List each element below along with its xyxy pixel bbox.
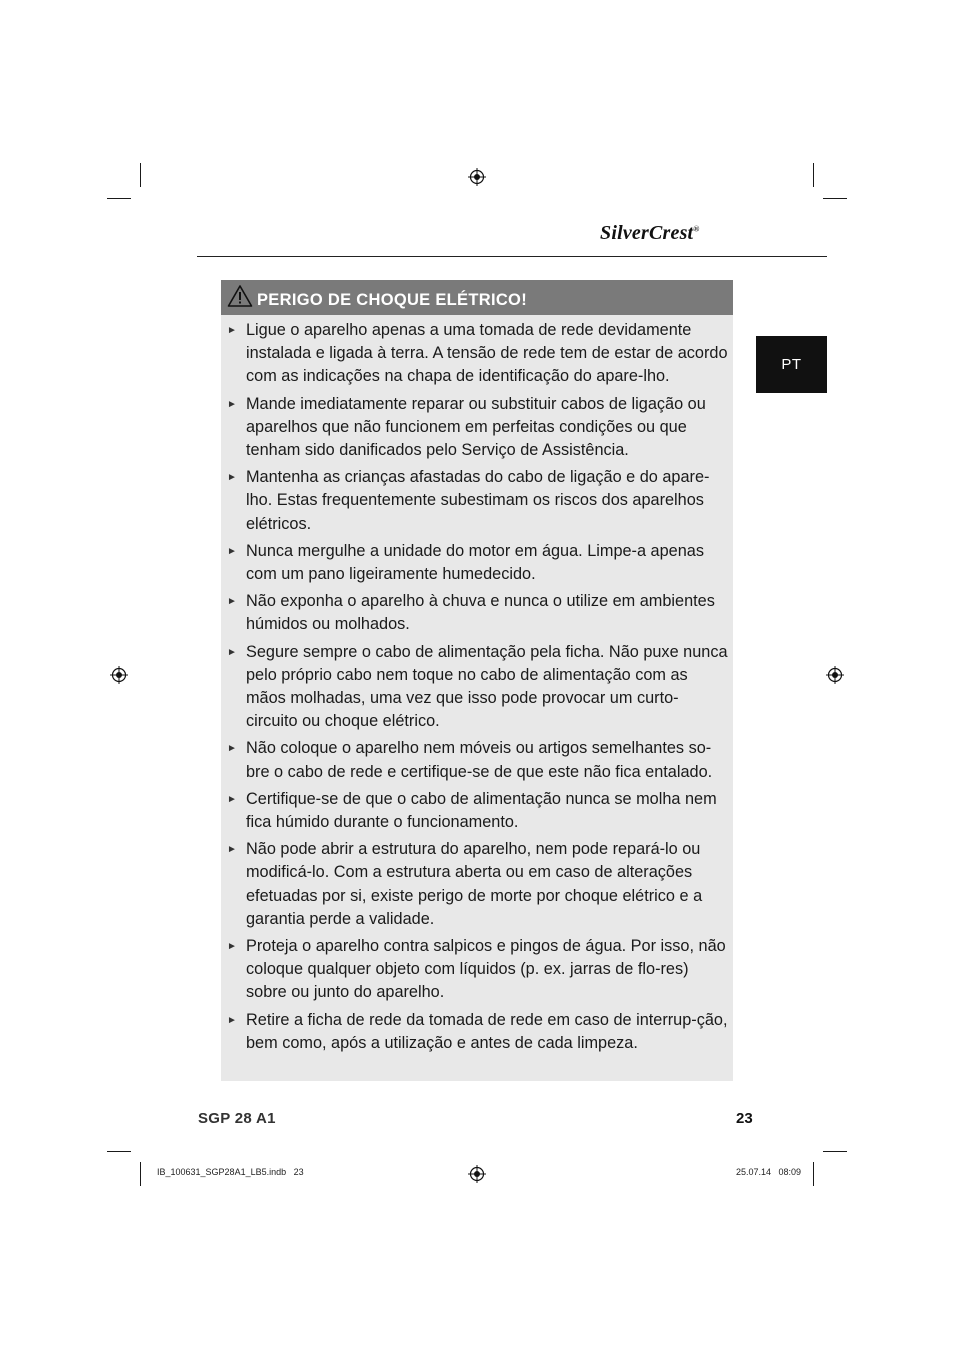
crop-mark: [813, 163, 814, 187]
list-item-text: Mantenha as crianças afastadas do cabo de ligação e do apare-lho. Estas frequentemente subestimam os riscos dos aparelhos elétricos.: [246, 468, 710, 533]
warning-box: [221, 280, 733, 1081]
list-item: [221, 788, 733, 834]
list-item: [221, 393, 733, 463]
crop-mark: [813, 1162, 814, 1186]
list-item: [221, 1009, 733, 1055]
triangle-bullet-icon: ►: [227, 1014, 237, 1026]
registration-mark-icon: [468, 168, 486, 186]
crop-mark: [107, 198, 131, 199]
triangle-bullet-icon: ►: [227, 941, 237, 953]
list-item: [221, 319, 733, 389]
crop-mark: [107, 1151, 131, 1152]
crop-mark: [823, 198, 847, 199]
registration-mark-icon: [468, 1165, 486, 1183]
list-item: [221, 540, 733, 586]
registration-mark-icon: [110, 666, 128, 684]
list-item: [221, 641, 733, 734]
warning-header: [221, 280, 733, 315]
warning-list: [221, 315, 733, 1055]
triangle-bullet-icon: ►: [227, 398, 237, 410]
brand-logo: [600, 222, 756, 245]
trademark-symbol: ®: [693, 224, 700, 234]
list-item: [221, 838, 733, 931]
triangle-bullet-icon: ►: [227, 472, 237, 484]
list-item-text: Nunca mergulhe a unidade do motor em água. Limpe-a apenas com um pano ligeiramente humedecido.: [246, 541, 704, 584]
language-tab-label: PT: [781, 356, 802, 373]
list-item-text: Retire a ficha de rede da tomada de rede em caso de interrup-ção, bem como, após a utilização e antes de cada limpeza.: [246, 1010, 728, 1052]
list-item-text: Ligue o aparelho apenas a uma tomada de rede devidamente instalada e ligada à terra. A tensão de rede tem de estar de acordo com as indicações na chapa de identificação do apare-lho.: [246, 321, 728, 386]
slug-date-info: 25.07.14 08:09: [736, 1167, 802, 1177]
list-item-text: Proteja o aparelho contra salpicos e pingos de água. Por isso, não coloque qualquer objeto com líquidos (p. ex. jarras de flo-res) sobre ou junto do aparelho.: [246, 937, 726, 1002]
page-number: 23: [736, 1110, 753, 1127]
warning-title: PERIGO DE CHOQUE ELÉTRICO!: [257, 291, 527, 309]
footer-model: SGP 28 A1: [198, 1110, 276, 1127]
list-item-text: Não coloque o aparelho nem móveis ou artigos semelhantes so-bre o cabo de rede e certifique-se de que este não fica entalado.: [246, 739, 713, 781]
brand-name: SilverCrest: [600, 222, 694, 244]
list-item: [221, 466, 733, 536]
crop-mark: [140, 1162, 141, 1186]
list-item-text: Mande imediatamente reparar ou substituir cabos de ligação ou aparelhos que não funcionem em perfeitas condições ou que tenham sido danificados pelo Serviço de Assistência.: [246, 394, 706, 460]
slug-file-info: IB_100631_SGP28A1_LB5.indb 23: [157, 1167, 304, 1177]
list-item: [221, 737, 733, 783]
list-item-text: Não pode abrir a estrutura do aparelho, nem pode repará-lo ou modificá-lo. Com a estrutura aberta ou em caso de alterações efetuadas por si, existe perigo de morte por choque elétrico e a garantia perde a validade.: [246, 840, 703, 928]
list-item-text: Certifique-se de que o cabo de alimentação nunca se molha nem fica húmido durante o funcionamento.: [246, 789, 717, 832]
registration-mark-icon: [826, 666, 844, 684]
triangle-bullet-icon: ►: [227, 596, 237, 608]
list-item: [221, 590, 733, 636]
triangle-bullet-icon: ►: [227, 793, 237, 805]
triangle-bullet-icon: ►: [227, 743, 237, 755]
triangle-bullet-icon: ►: [227, 844, 237, 856]
triangle-bullet-icon: ►: [227, 325, 237, 336]
list-item-text: Não exponha o aparelho à chuva e nunca o utilize em ambientes húmidos ou molhados.: [246, 592, 715, 634]
triangle-bullet-icon: ►: [227, 646, 237, 658]
crop-mark: [823, 1151, 847, 1152]
list-item: [221, 935, 733, 1005]
warning-triangle-icon: [227, 284, 253, 308]
list-item-text: Segure sempre o cabo de alimentação pela ficha. Não puxe nunca pelo próprio cabo nem toque no cabo de alimentação com as mãos molhadas, uma vez que isso pode provocar um curto-circuito ou choque elétrico.: [246, 642, 728, 731]
header-rule: [197, 256, 827, 257]
crop-mark: [140, 163, 141, 187]
language-tab: [756, 336, 827, 393]
triangle-bullet-icon: ►: [227, 545, 237, 557]
